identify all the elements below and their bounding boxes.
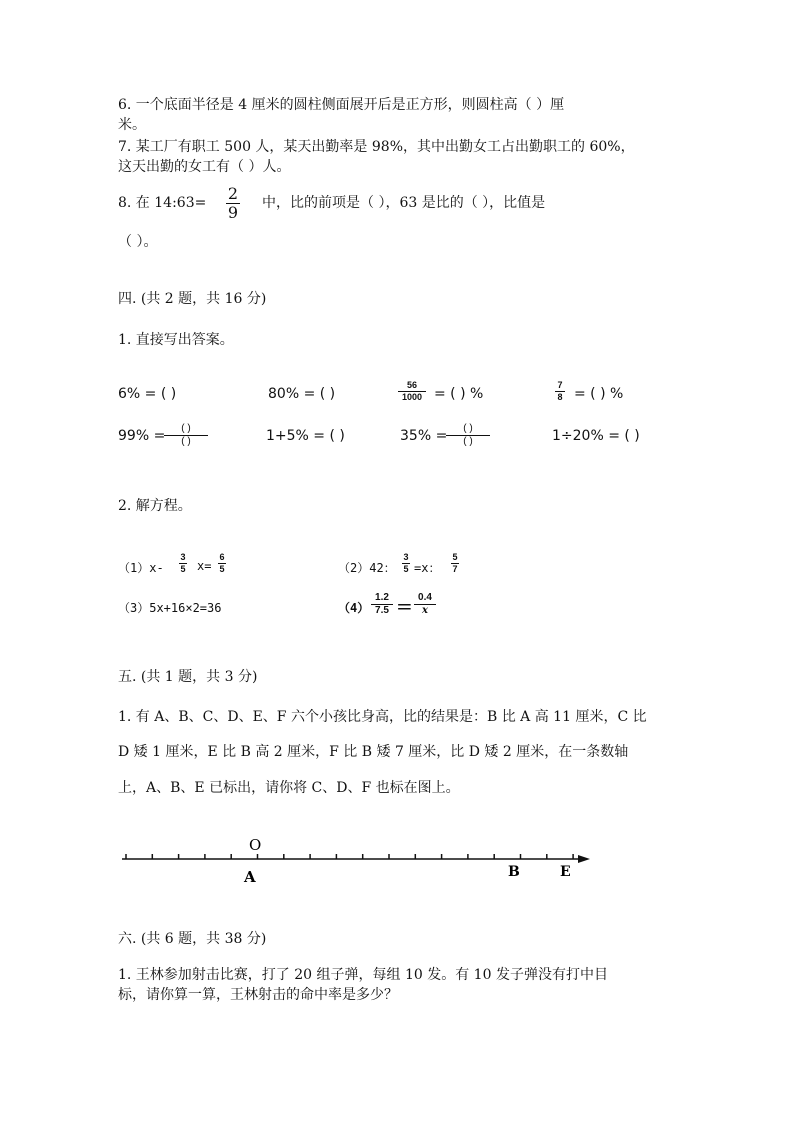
oral-item-6: 1+5% = ( ) [266,428,345,444]
eq2-frac2-den: 7 [452,564,458,574]
oral-item-5-den: ( ) [181,436,191,447]
oral-item-2: 80% = ( ) [268,386,336,402]
s5q1-line2: D 矮 1 厘米，E 比 B 高 2 厘米，F 比 B 矮 7 厘米，比 D 矮 2 厘米，在一条数轴 [118,744,629,760]
oral-item-3: = ( ) % [434,386,484,402]
eq4-pre: （4） [338,601,370,615]
eq1-frac1 [179,553,187,574]
oral-item-4-fraction [555,381,565,402]
eq2-mid: =x： [414,561,441,575]
q8-frac-num: 2 [227,184,239,203]
oral-item-7-fraction [446,424,490,447]
q7-line2: 这天出勤的女工有（ ）人。 [118,159,291,175]
q6-line1: 6. 一个底面半径是 4 厘米的圆柱侧面展开后是正方形，则圆柱高（ ）厘 [118,97,565,113]
eq1-mid: x= [197,559,212,573]
q8-frac-den: 9 [227,203,239,222]
q7-line1: 7. 某工厂有职工 500 人，某天出勤率是 98%，其中出勤女工占出勤职工的 60%， [118,139,635,155]
s6q1-line1: 1. 王林参加射击比赛，打了 20 组子弹，每组 10 发。有 10 发子弹没有打中目 [118,967,608,983]
oral-item-8: 1÷20% = ( ) [552,428,640,444]
number-line [110,830,610,890]
oral-item-1: 6% = ( ) [118,386,177,402]
eq2-frac1-num: 3 [403,552,409,562]
q6-line2: 米。 [118,117,146,133]
oral-item-7-num: ( ) [463,423,473,434]
eq1-pre: （1）x- [118,561,164,575]
eq1-frac2 [218,553,226,574]
s4q1-title: 1. 直接写出答案。 [118,332,234,348]
oral-item-4-num: 7 [557,380,563,390]
eq2-frac2-num: 5 [452,552,458,562]
section-6-title: 六. (共 6 题，共 38 分) [118,931,267,947]
eq2-frac1 [402,553,410,574]
eq4-frac2-num: 0.4 [418,592,432,603]
oral-item-5-fraction [164,424,208,447]
eq4-frac2-den: x [422,605,428,616]
oral-item-5-pre: 99% = [118,428,166,444]
eq1-frac2-den: 5 [219,564,225,574]
oral-item-4-den: 8 [557,392,563,402]
s5q1-line1: 1. 有 A、B、C、D、E、F 六个小孩比身高，比的结果是：B 比 A 高 11 厘米，C 比 [118,709,647,725]
s5q1-line3: 上，A、B、E 已标出，请你将 C、D、F 也标在图上。 [118,780,460,796]
eq2-frac1-den: 5 [403,564,409,574]
oral-item-3-fraction [398,381,426,402]
q8-fraction [226,186,240,221]
eq3: （3）5x+16×2=36 [118,601,222,615]
eq1-frac2-num: 6 [219,552,225,562]
eq2-frac2 [451,553,459,574]
eq1-frac1-num: 3 [180,552,186,562]
eq1-frac1-den: 5 [180,564,186,574]
q8-prefix: 8. 在 14:63= [118,195,207,211]
q8-line2: （ ）。 [118,234,158,250]
oral-item-4: = ( ) % [574,386,624,402]
label-a: A [244,868,256,886]
eq4-frac1 [371,593,393,616]
s4q2-title: 2. 解方程。 [118,498,192,514]
oral-item-5-num: ( ) [181,423,191,434]
oral-item-7-pre: 35% = [400,428,448,444]
eq4-frac1-den: 7.5 [375,605,389,616]
section-4-title: 四. (共 2 题，共 16 分) [118,291,267,307]
label-b: B [508,864,520,880]
s6q1-line2: 标，请你算一算，王林射击的命中率是多少？ [118,987,398,1003]
eq2-pre: （2）42： [338,561,396,575]
label-e: E [560,864,571,880]
oral-item-7-den: ( ) [463,436,473,447]
section-5-title: 五. (共 1 题，共 3 分) [118,669,258,685]
eq4-mid: = [396,594,413,618]
label-origin: O [249,836,262,854]
number-line-arrow [578,855,590,863]
eq4-frac2 [414,593,436,616]
oral-item-3-num: 56 [406,380,417,390]
eq4-frac1-num: 1.2 [375,592,389,603]
oral-item-3-den: 1000 [401,392,423,402]
q8-text: 中，比的前项是（ ），63 是比的（ ），比值是 [262,195,546,211]
